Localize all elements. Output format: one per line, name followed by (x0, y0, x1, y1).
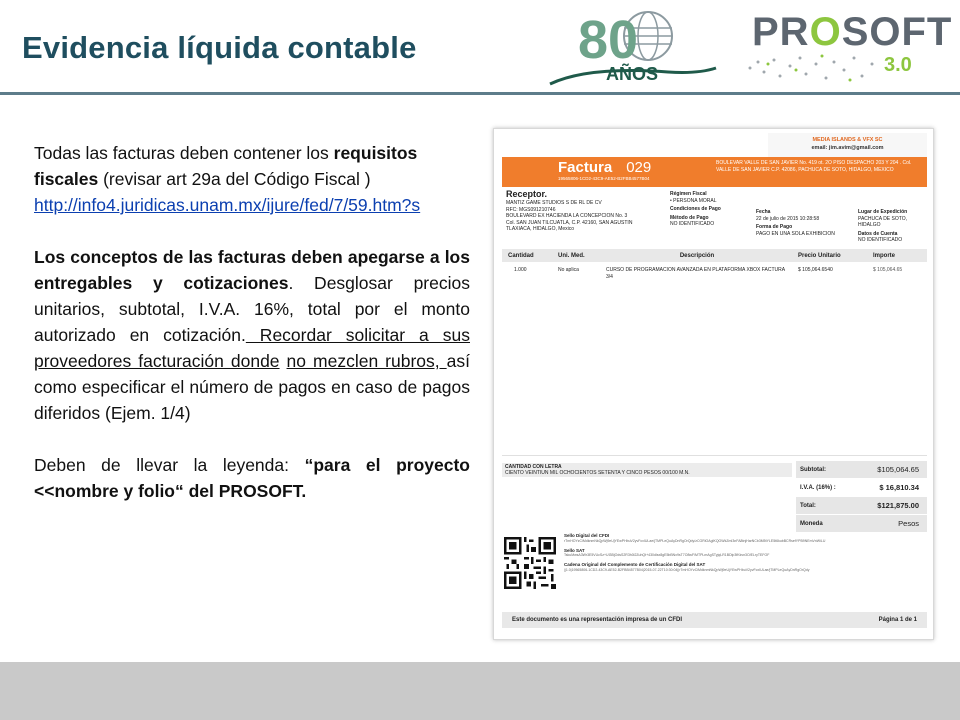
sello-cfdi-label: Sello Digital del CFDI (564, 533, 610, 538)
sello-cfdi-value: rTmHOYzCiMdknmNkQpWj9eUjYEwPHbuV2yvFcxIULae/jTMPLeQuAyDnRgOrQdy/zCGRiOAgIKQOWkZmI3nFA8tnjHarNCb3M5tYLE5t6kubBCRsefYPB9NEmVnWiLU (564, 538, 826, 543)
subtotal-label: Subtotal: (800, 466, 826, 473)
receptor-label: Receptor. (506, 189, 548, 199)
cuenta-label: Datos de Cuenta (858, 230, 898, 237)
slide-title: Evidencia líquida contable (22, 30, 417, 65)
invoice-fecha (756, 209, 846, 237)
anniversary-number: 80 (578, 10, 639, 70)
forma-label: Forma de Pago (756, 224, 793, 230)
row-descripcion: CURSO DE PROGRAMACION AVANZADA EN PLATAFORMA XBOX FACTURA 3/4 (606, 267, 785, 280)
lugar-value: PACHUCA DE SOTO, HIDALGO (858, 215, 907, 228)
footer-note: Este documento es una representación impresa de un CFDI (512, 617, 683, 623)
table-row (502, 267, 927, 280)
bottom-bar (0, 662, 960, 720)
subtotal-value: $105,064.65 (877, 465, 919, 474)
prosoft-word-post: SOFT (841, 10, 953, 54)
p1-text-c: (revisar art 29a del Código Fiscal ) (98, 169, 371, 189)
invoice-amount-in-words (502, 463, 792, 477)
iva-label: I.V.A. (16%) : (800, 484, 836, 491)
cadena-value: ||1.0|19565806-1CD2-43C9-AE52-B2FBB4577B04|2015-07-22T10:30:04||rTmHOYzCiMdknmNkQpWj9eUjYEwPHbuV2yvFcxIULae/jTMPLeQuAyDnRgOrQdy (564, 567, 810, 572)
prosoft-logo (744, 6, 953, 86)
fiscal-code-link[interactable]: http://info4.juridicas.unam.mx/ijure/fed/7/59.htm?s (34, 195, 421, 215)
cadena-label: Cadena Original del Complemento de Certificación Digital del SAT (564, 562, 706, 567)
anniversary-80-logo (548, 6, 718, 86)
col-precio: Precio Unitario (798, 252, 841, 259)
forma-value: PAGO EN UNA SOLA EXHIBICION (756, 230, 835, 237)
p1-bold: requisitos fiscales (34, 143, 418, 189)
total-label: Total: (800, 502, 816, 509)
body-text (34, 140, 470, 504)
metodo-value: NO IDENTIFICADO (670, 221, 715, 227)
receptor-line: TLAXIACA, HIDALGO, Mexico (506, 226, 575, 232)
p2-underlined-e: no mezclen rubros, (286, 351, 447, 371)
prosoft-wordmark (752, 10, 952, 55)
iva-value: $ 16,810.34 (879, 483, 919, 492)
invoice-regimen (670, 191, 750, 228)
p2-text-f: así como especificar el número de pagos en caso de pagos diferidos (Ejem. 1/4) (34, 351, 470, 423)
row-unidad: No aplica (558, 267, 579, 273)
col-unidad: Uni. Med. (558, 252, 585, 259)
invoice-title-text: Factura (558, 159, 613, 176)
p2-bold: Los conceptos de las facturas deben apegarse a los entregables y cotizaciones (34, 247, 470, 293)
prosoft-word-pre: PR (752, 10, 810, 54)
anniversary-word: AÑOS (606, 64, 659, 84)
invoice-company-email: email: jim.avim@gmail.com (811, 145, 884, 151)
invoice-seals (564, 533, 924, 577)
moneda-label: Moneda (800, 520, 823, 527)
qr-code-icon (504, 537, 556, 589)
row-cantidad: 1.000 (514, 267, 527, 273)
p1-text-a: Todas las facturas deben contener los (34, 143, 334, 163)
p2-text-b: . Desglosar precios unitarios, subtotal, I.V.A. 16%, total por el monto autorizado en cotización. (34, 273, 470, 345)
invoice-uuid: 19565806-1CD2-43C9-AE52-B2FBB4577B04 (558, 176, 650, 181)
receptor-line: MANTIZ GAME STUDIOS S DE RL DE CV (506, 200, 602, 206)
row-precio: $ 105,064.6540 (798, 267, 833, 273)
letra-label: CANTIDAD CON LETRA (505, 464, 562, 470)
row-importe: $ 105,064.65 (873, 267, 903, 273)
footer-page: Página 1 de 1 (878, 617, 917, 623)
dots-pattern-icon (744, 50, 884, 86)
sello-sat-value: TskuMwsA3Wr3E5VUcSz+UI3BjOdsS2R3h0i2ZuhQt+430dlsx8gE5bBNx9sT7O8wF/MTPLmAgSTyjqLR1BDlp3fKkvn3O/ELryTEFOF (564, 553, 770, 557)
invoice-lugar (858, 209, 928, 244)
regimen-label: Régimen Fiscal (670, 191, 707, 197)
moneda-value: Pesos (898, 519, 919, 528)
invoice-image (493, 128, 934, 640)
regimen-value: • PERSONA MORAL (670, 197, 717, 204)
subtotal-row (796, 461, 927, 479)
prosoft-version: 3.0 (884, 54, 912, 76)
fecha-value: 22 de julio de 2015 10:28:58 (756, 215, 820, 222)
col-importe: Importe (873, 252, 896, 259)
concepts-paragraph (34, 244, 470, 426)
title-divider (0, 92, 960, 95)
receptor-line: BOULEVARD EX HACIENDA LA CONCEPCION No. 3 (506, 213, 628, 219)
requirements-paragraph (34, 140, 470, 218)
receptor-line: RFC: MGS091210746 (506, 206, 556, 213)
total-row (796, 497, 927, 515)
cuenta-value: NO IDENTIFICADO (858, 237, 903, 243)
lugar-label: Lugar de Expedición (858, 209, 908, 215)
invoice-address: BOULEVAR VALLE DE SAN JAVIER No. 419 ot. 2O PISO DESPACHO 203 Y 204 . Col. VALLE DE SAN JAVIER C.P. 42086, PACHUCA DE SOTO, HIDALGO, MEXICO (716, 160, 912, 173)
invoice-divider (502, 455, 927, 456)
p2-underlined-c: Recordar solicitar a sus proveedores facturación donde (34, 325, 470, 371)
legend-paragraph (34, 452, 470, 504)
p3-text-a: Deben de llevar la leyenda: (34, 455, 305, 475)
sello-sat-label: Sello SAT (564, 547, 585, 553)
iva-row (796, 479, 927, 497)
invoice-footer (502, 612, 927, 628)
letra-value: CIENTO VEINTIUN MIL OCHOCIENTOS SETENTA Y CINCO PESOS 00/100 M.N. (505, 470, 690, 476)
invoice-header (502, 157, 927, 187)
fecha-label: Fecha (756, 209, 771, 215)
condiciones-label: Condiciones de Pago (670, 206, 721, 212)
invoice-company-name: MEDIA ISLANDS & VFX SC (812, 137, 883, 143)
total-value: $121,875.00 (877, 501, 919, 510)
prosoft-word-o: O (809, 10, 842, 54)
p3-bold: “para el proyecto <<nombre y folio“ del PROSOFT. (34, 455, 470, 501)
p2-space (280, 351, 287, 371)
invoice-receptor (506, 189, 636, 233)
receptor-line: Col. SAN JUAN TILCUATLA, C.P. 42160, SAN AGUSTIN (506, 219, 633, 226)
invoice-title (558, 157, 702, 176)
invoice-folio: 029 (626, 159, 652, 176)
moneda-row (796, 515, 927, 533)
invoice-totals (796, 461, 927, 533)
metodo-label: Método de Pago (670, 214, 709, 221)
col-cantidad: Cantidad (508, 252, 534, 259)
invoice-table-header (502, 249, 927, 262)
col-descripcion: Descripción (679, 252, 715, 259)
